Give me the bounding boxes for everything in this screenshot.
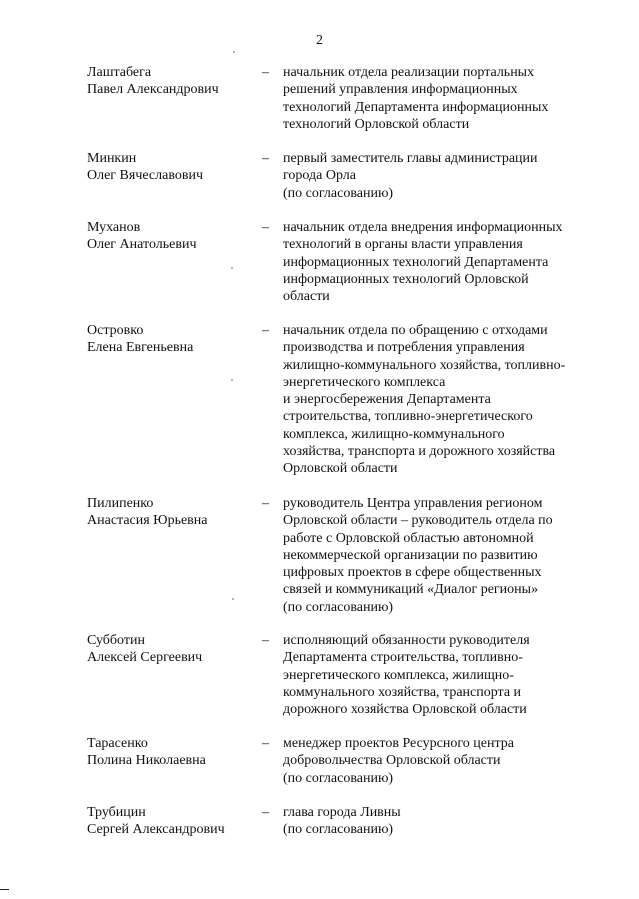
member-given-names: Олег Анатольевич — [87, 237, 197, 253]
member-position — [283, 804, 613, 839]
member-position — [283, 150, 613, 202]
position-line: информационных технологий Департамента — [283, 254, 549, 270]
member-surname: Пилипенко — [87, 496, 154, 511]
position-line: энергетического комплекса — [283, 374, 446, 390]
member-name — [87, 64, 257, 99]
member-given-names: Елена Евгеньевна — [87, 340, 194, 356]
member-given-names: Алексей Сергеевич — [87, 650, 203, 666]
member-name — [87, 632, 257, 667]
member-name — [87, 735, 257, 770]
position-line: города Орла — [283, 168, 356, 184]
dash-separator: – — [262, 633, 269, 648]
member-given-names: Павел Александрович — [87, 82, 219, 98]
position-line: начальник отдела реализации портальных — [283, 65, 535, 80]
position-line: (по согласованию) — [283, 185, 394, 201]
member-surname: Минкин — [87, 151, 137, 166]
position-line: добровольчества Орловской области — [283, 753, 501, 769]
position-line: жилищно-коммунального хозяйства, топливно- — [283, 357, 566, 373]
member-surname: Трубицин — [87, 805, 146, 820]
member-given-names: Анастасия Юрьевна — [87, 513, 208, 529]
position-line: Орловской области — [283, 461, 398, 477]
position-line: Департамента строительства, топливно- — [283, 650, 523, 666]
member-position — [283, 219, 613, 305]
scan-speck — [233, 51, 235, 53]
member-surname: Муханов — [87, 220, 141, 235]
position-line: исполняющий обязанности руководителя — [283, 633, 530, 648]
scan-speck — [232, 598, 234, 600]
member-name — [87, 322, 257, 357]
position-line: энергетического комплекса, жилищно- — [283, 667, 514, 683]
position-line: (по согласованию) — [283, 770, 394, 786]
position-line: и энергосбережения Департамента — [283, 392, 491, 408]
position-line: некоммерческой организации по развитию — [283, 547, 538, 563]
scan-speck — [231, 267, 233, 269]
position-line: первый заместитель главы администрации — [283, 151, 538, 166]
position-line: комплекса, жилищно-коммунального — [283, 426, 505, 442]
member-position — [283, 632, 613, 718]
dash-separator: – — [262, 220, 269, 235]
dash-separator: – — [262, 65, 269, 80]
member-position — [283, 322, 613, 478]
member-given-names: Олег Вячеславович — [87, 168, 204, 184]
member-surname: Островко — [87, 323, 144, 338]
member-surname: Тарасенко — [87, 736, 148, 751]
member-given-names: Сергей Александрович — [87, 822, 225, 838]
position-line: строительства, топливно-энергетического — [283, 409, 533, 425]
member-name — [87, 804, 257, 839]
position-line: начальник отдела внедрения информационных — [283, 220, 563, 235]
member-surname: Субботин — [87, 633, 145, 648]
member-given-names: Полина Николаевна — [87, 753, 206, 769]
member-position — [283, 64, 613, 133]
position-line: решений управления информационных — [283, 82, 518, 98]
member-name — [87, 495, 257, 530]
position-line: работе с Орловской областью автономной — [283, 530, 534, 546]
member-name — [87, 150, 257, 185]
dash-separator: – — [262, 496, 269, 511]
margin-mark — [0, 889, 9, 890]
member-position — [283, 735, 613, 787]
position-line: менеджер проектов Ресурсного центра — [283, 736, 514, 751]
dash-separator: – — [262, 736, 269, 751]
position-line: (по согласованию) — [283, 822, 394, 838]
position-line: информационных технологий Орловской — [283, 271, 529, 287]
position-line: Орловской области – руководитель отдела по — [283, 513, 553, 529]
position-line: (по согласованию) — [283, 599, 394, 615]
scan-speck — [231, 379, 233, 381]
position-line: коммунального хозяйства, транспорта и — [283, 684, 522, 700]
position-line: технологий в органы власти управления — [283, 237, 523, 253]
member-surname: Лаштабега — [87, 65, 152, 80]
page-number: 2 — [316, 33, 323, 48]
position-line: производства и потребления управления — [283, 340, 525, 356]
dash-separator: – — [262, 151, 269, 166]
position-line: хозяйства, транспорта и дорожного хозяйства — [283, 444, 556, 460]
position-line: начальник отдела по обращению с отходами — [283, 323, 548, 338]
position-line: области — [283, 289, 330, 305]
position-line: технологий Орловской области — [283, 116, 470, 132]
member-position — [283, 495, 613, 616]
position-line: глава города Ливны — [283, 805, 401, 820]
position-line: цифровых проектов в сфере общественных — [283, 565, 542, 581]
dash-separator: – — [262, 323, 269, 338]
position-line: руководитель Центра управления регионом — [283, 496, 543, 511]
position-line: связей и коммуникаций «Диалог регионы» — [283, 582, 539, 598]
member-name — [87, 219, 257, 254]
position-line: дорожного хозяйства Орловской области — [283, 702, 527, 718]
position-line: технологий Департамента информационных — [283, 99, 549, 115]
dash-separator: – — [262, 805, 269, 820]
